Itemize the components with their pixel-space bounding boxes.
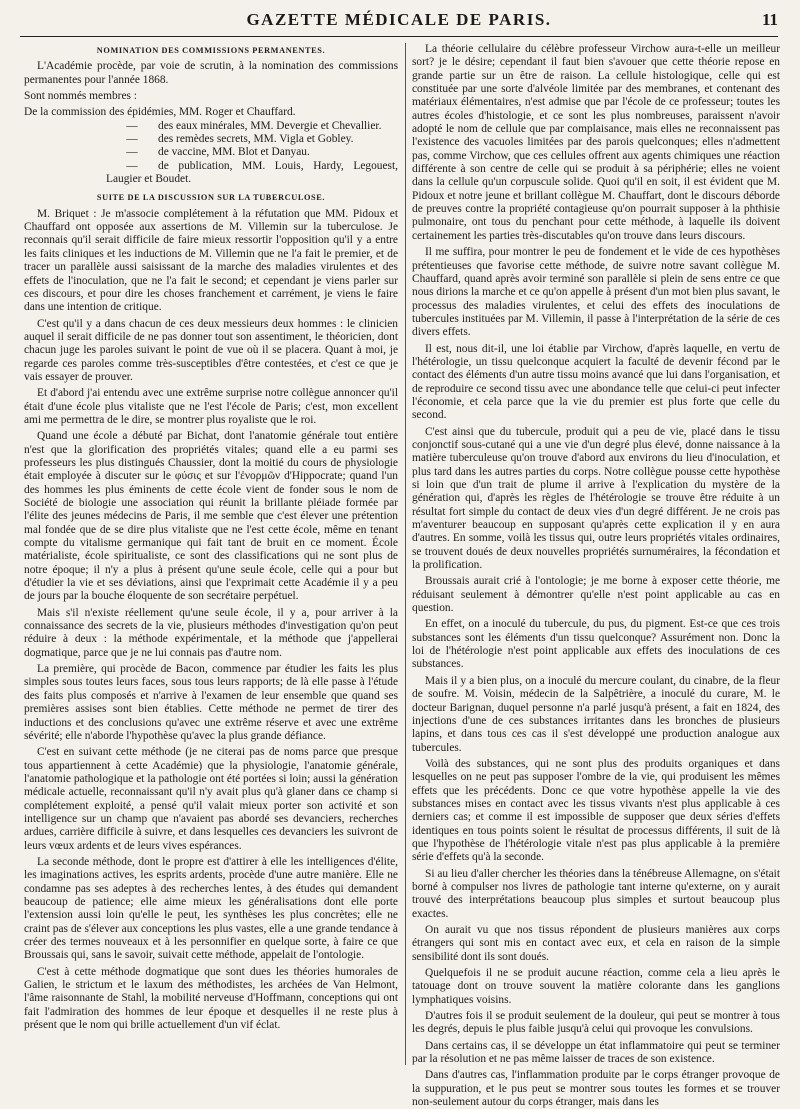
paragraph: C'est à cette méthode dogmatique que sont dues les théories humorales de Galien, le strictum et le laxum des méthodistes, les archées de Van Helmont, l'âme raisonnante de Stahl, la mobilité nerveuse d'Hoffmann, conceptions qui ont fait l'admiration des hommes de leur époque et desquelles il ne reste plus à présent que le nom qui brille actuellement d'un vif éclat.	[24, 965, 398, 1032]
paragraph: Voilà des substances, qui ne sont plus des produits organiques et dans lesquelles on ne peut pas supposer l'ombre de la vie, qui produisent les mêmes effets que les précédents. Donc ce que votre hypothèse appelle la vie des substances mises en contact avec les tissus vivants n'est plus applicable à ces derniers cas; et comme il est impossible de supposer que deux séries d'effets identiques en tous points soient le résultat de processus différents, il suit de là que l'hypothèse de l'hétérologie vitale n'est pas plus applicable à la première série d'effets qu'à la seconde.	[412, 757, 780, 864]
paragraph: C'est ainsi que du tubercule, produit qui a peu de vie, placé dans le tissu conjonctif sous-cutané qui a une vie d'un degré plus élevé, donne naissance à la matière tuberculeuse qu'on trouve d'abord aux environs du lieu d'inoculation, et plus tard dans les autres parties du corps. Notre collègue pousse cette hypothèse si loin que d'un trait de plume il arrive à l'explication du mystère de la génération qui, d'après les règles de l'hétérologie se trouve être réduite à un résultat fort simple du contact de deux vies d'un degré différent. Je ne crois pas m'aventurer beaucoup en supposant qu'après cette explication il y en aura d'autres. En somme, voilà les tissus qui, outre leurs propriétés vitales ordinaires, se trouvent doués de deux nouvelles propriétés surnuméraires, la fécondation et la prolification.	[412, 425, 780, 572]
commission-item: De la commission des épidémies, MM. Roger et Chauffard.	[24, 106, 296, 119]
paragraph: Il est, nous dit-il, une loi établie par Virchow, d'après laquelle, en vertu de l'hétérologie, un tissu quelconque acquiert la faculté de devenir fécond par le contact des éléments d'un autre tissu moins avancé que lui dans l'organisation, et de reproduire ce second tissu avec une abondance telle que celui-ci peut infecter l'économie, et cela parce que la vie du premier est plus forte que celle du second.	[412, 342, 780, 422]
right-column	[412, 43, 780, 1109]
section-heading-commissions: NOMINATION DES COMMISSIONS PERMANENTES.	[96, 46, 326, 55]
paragraph: Quand une école a débuté par Bichat, dont l'anatomie générale tout entière n'est que la glorification des propriétés vitales; quand elle a eu parmi ses professeurs les plus distingués Chaussier, dont la moitié du cours de physiologie était employée à discuter sur le φύσις et sur l'ἐνορμῶν d'Hippocrate; quand l'un des hommes les plus éminents de cette école vient de fonder sous le nom de Société de biologie une association qui réunit la brillante pléiade formée par l'élite des jeunes médecins de Paris, il me semble que c'est élever une prétention mal fondée que de se dire plus vitaliste que ne l'est cette école, même en tenant compte du vitalisme germanique qui fait tant de bruit en ce moment. École matérialiste, école spiritualiste, ce sont des classifications qui ne sont plus de notre époque; il n'y a plus à présent qu'une seule école, celle qui a pour but d'étudier la vie et ses déviations, ainsi que l'exprimait cette Académie il y a peu de jours par la bouche éloquente de son secrétaire perpétuel.	[24, 430, 398, 603]
section-heading-tuberculose: SUITE DE LA DISCUSSION SUR LA TUBERCULOSE.	[96, 193, 326, 203]
paragraph: Mais il y a bien plus, on a inoculé du mercure coulant, du cinabre, de la fleur de soufre. M. Voisin, médecin de la Salpêtrière, a inoculé du curare, M. le docteur Barignan, duquel personne n'a parlé jusqu'à présent, a fait en 1824, des injections d'une de ces substances irritantes dans les bronches de plusieurs lapins, et dans tous ces cas il s'est développé une production analogue aux tubercules.	[412, 674, 780, 754]
paragraph: M. Briquet : Je m'associe complétement à la réfutation que MM. Pidoux et Chauffard ont opposée aux assertions de M. Villemin sur la tuberculose. Je reconnais qu'il serait difficile de faire mieux ressortir l'opposition qu'il y a entre les faits cliniques et les inductions de M. Villemin que ne l'a fait le premier, et de tracer un parallèle aussi saisissant de la marche des maladies virulentes et des effets de l'inoculation, que ne l'a fait le second; et cependant je viens parler sur ces discours, et pour dire les choses franchement et carrément, je viens le faire dans une intention de critique.	[24, 207, 398, 314]
paragraph: C'est qu'il y a dans chacun de ces deux messieurs deux hommes : le clinicien auquel il serait difficile de ne pas donner tout son assentiment, le théoricien, dont chacun juge les paroles suivant le point de vue où il se placera. Quant à moi, je regarde ces paroles comme très-susceptibles d'être contestées, et c'est ce que je vais essayer de prouver.	[24, 317, 398, 383]
paragraph: Broussais aurait crié à l'ontologie; je me borne à exposer cette théorie, me réduisant seulement à démontrer qu'elle n'est point applicable au cas en question.	[412, 575, 780, 615]
journal-title: GAZETTE MÉDICALE DE PARIS.	[246, 10, 552, 29]
paragraph: D'autres fois il se produit seulement de la douleur, qui peut se montrer à tous les degrés, depuis le plus faible jusqu'à celui qui provoque les convulsions.	[412, 1010, 780, 1036]
paragraph: En effet, on a inoculé du tubercule, du pus, du pigment. Est-ce que ces trois substances sont les éléments d'un tissu quelconque? Assurément non. Donc la loi de l'hétérologie n'est point applicable aux effets des inoculations de ces substances.	[412, 618, 780, 671]
left-column	[24, 43, 398, 1067]
page-header	[20, 6, 778, 37]
column-divider	[405, 43, 406, 1065]
paragraph: Mais s'il n'existe réellement qu'une seule école, il y a, pour arriver à la connaissance des secrets de la vie, plusieurs méthodes d'investigation qu'on peut réduire à deux : la méthode expérimentale, et la méthode que j'appellerai dogmatique, parce que je ne lui connais pas d'autre nom.	[24, 606, 398, 659]
paragraph: La première, qui procède de Bacon, commence par étudier les faits les plus simples sous toutes leurs faces, sous tous leurs rapports; de là elle passe à l'étude des faits plus composés et n'arrive à l'examen de leur ensemble que quand ses premières assises sont bien établies. Cette méthode ne permet de tirer des inductions et des conclusions qu'avec une extrême réserve et avec une extrême sévérité; elle n'aborde l'hypothèse qu'avec la plus grande défiance.	[24, 663, 398, 742]
paragraph: On aurait vu que nos tissus répondent de plusieurs manières aux corps étrangers qui sont mis en contact avec eux, et cela en raison de la simple sensibilité dont ils sont doués.	[412, 924, 780, 963]
paragraph: Il me suffira, pour montrer le peu de fondement et le vide de ces hypothèses prétentieuses que favorise cette méthode, de suivre notre savant collègue M. Chauffard, quand après avoir terminé son parallèle si plein de sens entre ce que nous dirions la marche et ce qu'on appelle à présent d'un mot bien plus savant, le processus des maladies virulentes, et celui des effets des inoculations de tubercules instituées par M. Villemin, il passe à l'interprétation de la série de ces divers effets.	[412, 246, 780, 339]
paragraph: La seconde méthode, dont le propre est d'attirer à elle les intelligences d'élite, les imaginations actives, les esprits ardents, procède d'une autre manière. Elle ne condamne pas ses adeptes à des recherches lentes, à des études qui demandent beaucoup de patience; elle aime mieux les généralisations dont elle porte l'extension aussi loin qu'elle le peut, les synthèses les plus concrètes; elle ne craint pas de s'élever aux conceptions les plus vastes, elle a une grande tendance à créer des termes nouveaux et à les personnifier en quelque sorte, à faire ce que Broussais qui, sans le savoir, suivait cette méthode, appelait de l'ontologie.	[24, 855, 398, 962]
paragraph: Et d'abord j'ai entendu avec une extrême surprise notre collègue annoncer qu'il était d'une école plus vitaliste que ne l'est l'école de Paris; c'est, mon excellent ami me permettra de le dire, se montrer plus royaliste que le roi.	[24, 387, 398, 426]
paragraph: Dans certains cas, il se développe un état inflammatoire qui peut se terminer par la résolution et ne pas même laisser de traces de son existence.	[412, 1039, 780, 1066]
commission-item: — des remèdes secrets, MM. Vigla et Gobley.	[126, 133, 354, 146]
commission-item: — de vaccine, MM. Blot et Danyau.	[126, 146, 310, 159]
paragraph: La théorie cellulaire du célèbre professeur Virchow aura-t-elle un meilleur sort? je le désire; cependant il faut bien s'avouer que cette théorie repose en grande partie sur un être de raison. La cellule histologique, celle qui est constituée par une sorte d'alvéole limitée par des membranes, et contenant des matériaux élémentaires, n'est admise que par l'école de ce professeur; toutes les autres écoles d'histologie, et ce sont les plus nombreuses, paraissent n'avoir adopté le nom de cellule que par complaisance, mais elles ne reconnaissent pas l'existence des vacuoles limitées par des parois quelconques; elles n'admettent pas, comme Virchow, que ces cellules offrent aux agents chimiques une réaction différente à son centre de celle qui se produit à sa périphérie; elles ne voient dans la cellule qu'un corpuscule solide. Quoi qu'il en soit, il est évident que M. Pidoux et notre jeune et brillant collègue M. Chauffart, dont le discours déborde de preuves contre la propriété contagieuse qu'on pourrait supposer à la phthisie pulmonaire, ont tous du penchant pour cette méthode, à laquelle ils doivent certainement les parties très-discutables qu'on trouve dans leurs discours.	[412, 43, 780, 242]
members-heading: Sont nommés membres :	[24, 90, 137, 103]
commission-item: — de publication, MM. Louis, Hardy, Legouest, Laugier et Boudet.	[106, 159, 398, 186]
paragraph: Si au lieu d'aller chercher les théories dans la ténébreuse Allemagne, on s'était borné à compulser nos livres de pathologie tant interne qu'externe, on y aurait trouvé des interprétations beaucoup plus simples et surtout beaucoup plus exactes.	[412, 867, 780, 920]
page-number: 11	[761, 10, 778, 29]
paragraph: Quelquefois il ne se produit aucune réaction, comme cela a lieu après le tatouage dont on trouve souvent la matière colorante dans les ganglions lymphatiques voisins.	[412, 967, 780, 1006]
commissions-intro: L'Académie procède, par voie de scrutin, à la nomination des commissions permanentes pour l'année 1868.	[24, 60, 398, 86]
commission-item: — des eaux minérales, MM. Devergie et Chevallier.	[126, 119, 382, 132]
paragraph: C'est en suivant cette méthode (je ne citerai pas de noms parce que presque tous appartiennent à cette Académie) que la physiologie, l'anatomie générale, l'anatomie pathologique et la pathologie ont été portées si loin; aussi la génération médicale actuelle, reconnaissant qu'il n'y avait plus qu'à glaner dans ce champ si complétement exploité, a pensé qu'il valait mieux porter son activité et son intelligence sur un champ que n'avaient pas abordé ses devanciers, recherches ardues, carrière difficile à suivre, et dans lesquelles ces devanciers les suivront de leurs vœux ardents et de leurs vives espérances.	[24, 746, 398, 852]
paragraph: Dans d'autres cas, l'inflammation produite par le corps étranger provoque de la suppuration, et le pus peut se montrer sous toutes les formes et se trouver non-seulement autour du corps étranger, mais dans les	[412, 1069, 780, 1109]
